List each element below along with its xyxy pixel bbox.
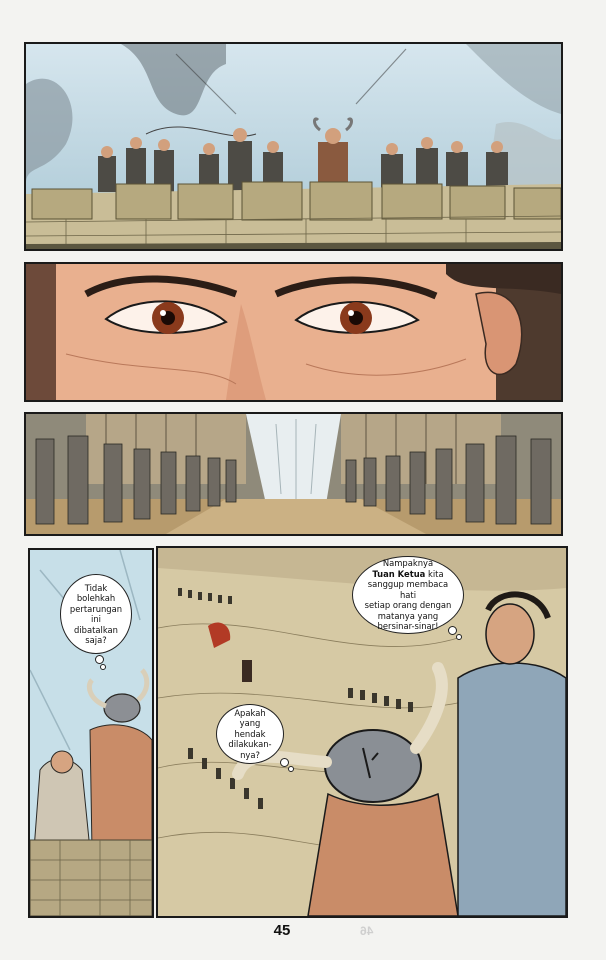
bubble-2-line-1: [361, 558, 455, 569]
bubble-1-line-5: saja?: [85, 635, 107, 645]
bubble-1-line-3: pertarungan: [69, 603, 123, 614]
panel-eyes-closeup: [24, 262, 563, 402]
speech-bubble-2: [352, 556, 464, 634]
bubble-3-line-4: nya?: [240, 749, 260, 760]
bubble-2-line-4: setiap orang dengan: [364, 600, 452, 611]
panel-army-corridor: [24, 412, 563, 536]
bubble-3-line-3: dilakukan-: [228, 739, 272, 750]
bubble-2-tail-dot-small: [456, 634, 462, 640]
bleed-through-page-number: 46: [360, 924, 374, 938]
bubble-1-tail-dot: [95, 655, 104, 664]
bubble-3-tail-dot-small: [288, 766, 294, 772]
corridor-art: [26, 414, 561, 534]
bubble-2-tail-dot: [448, 626, 457, 635]
bubble-3-line-1: Apakah: [234, 707, 266, 718]
bubble-3-tail-dot: [280, 758, 289, 767]
bubble-2-pre: Nampaknya: [382, 558, 434, 569]
bubble-1-line-1: Tidak: [84, 582, 108, 593]
bubble-1-line-4: ini dibatalkan: [74, 614, 118, 635]
wall-scene-art: [26, 44, 561, 249]
eyes-art: [26, 264, 561, 400]
bubble-2-line-3: sanggup membaca hati: [367, 579, 449, 600]
bubble-2-bold-name: Tuan Ketua: [372, 568, 426, 579]
bubble-3-line-2: yang hendak: [234, 718, 266, 739]
bubble-1-line-2: bolehkah: [76, 593, 116, 603]
bubble-2-line-2: [361, 569, 455, 580]
bubble-1-tail-dot-small: [100, 664, 106, 670]
bubble-2-line-5: matanya yang: [377, 610, 439, 621]
page-number: 45: [273, 922, 291, 939]
speech-bubble-3: [216, 704, 284, 764]
panel-warriors-on-wall: [24, 42, 563, 251]
bubble-2-line-6: bersinar-sinar!: [377, 621, 439, 632]
speech-bubble-1: [60, 574, 132, 654]
bubble-2-post: kita: [425, 568, 444, 579]
